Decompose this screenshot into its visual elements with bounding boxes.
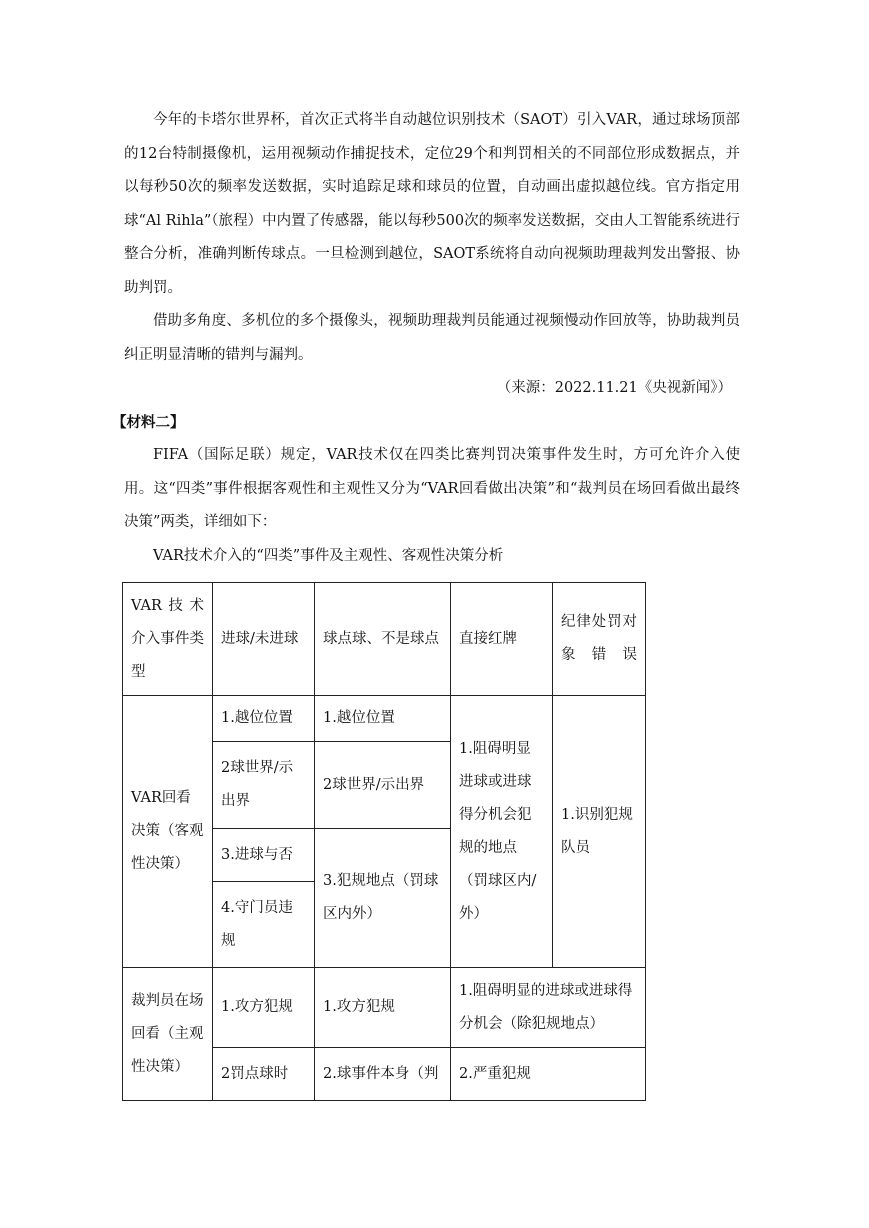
table-caption: VAR技术介入的“四类”事件及主观性、客观性决策分析 — [153, 547, 504, 564]
var-review-label: VAR回看决策（客观性决策） — [123, 696, 213, 968]
table-cell: 1.阻碍明显的进球或进球得分机会（除犯规地点） — [451, 968, 646, 1048]
source-citation: （来源：2022.11.21《央视新闻》） — [496, 380, 732, 396]
var-review-misidentity: 1.识别犯规队员 — [553, 696, 646, 968]
table-cell: 1.越位位置 — [213, 696, 315, 742]
on-field-review-label: 裁判员在场回看（主观性决策） — [123, 968, 213, 1101]
table-cell: 3.犯规地点（罚球区内外） — [315, 829, 451, 968]
table-cell: 2球世界/示出界 — [213, 742, 315, 829]
table-cell: 1.攻方犯规 — [315, 968, 451, 1048]
table-cell: 1.攻方犯规 — [213, 968, 315, 1048]
table-cell: 1.越位位置 — [315, 696, 451, 742]
table-cell: 4.守门员违规 — [213, 882, 315, 968]
header-red-card: 直接红牌 — [451, 583, 553, 696]
material-two-paragraph-1: FIFA（国际足联）规定，VAR技术仅在四类比赛判罚决策事件发生时，方可允许介入使用。这“四类”事件根据客观性和主观性又分为“VAR回看做出决策”和“裁判员在场回看做出最终决策”两类，详细如下： — [124, 447, 740, 530]
table-row — [123, 696, 646, 742]
table-cell: 2球世界/示出界 — [315, 742, 451, 829]
table-cell: 3.进球与否 — [213, 829, 315, 882]
header-event-type: VAR技术介入事件类型 — [123, 583, 213, 696]
table-cell: 2.严重犯规 — [451, 1048, 646, 1101]
table-header-row — [123, 583, 646, 696]
material-two-heading: 【材料二】 — [112, 413, 185, 431]
material-one-paragraph-1: 今年的卡塔尔世界杯，首次正式将半自动越位识别技术（SAOT）引入VAR，通过球场顶部的12台特制摄像机，运用视频动作捕捉技术，定位29个和判罚相关的不同部位形成数据点，并以每秒50次的频率发送数据，实时追踪足球和球员的位置，自动画出虚拟越位线。官方指定用球“Al Rihla”（旅程）中内置了传感器，能以每秒500次的频率发送数据，交由人工智能系统进行整合分析，准确判断传球点。一旦检测到越位，SAOT系统将自动向视频助理裁判发出警报、协助判罚。 — [124, 112, 740, 296]
material-one-paragraph-2: 借助多角度、多机位的多个摄像头，视频助理裁判员能通过视频慢动作回放等，协助裁判员纠正明显清晰的错判与漏判。 — [124, 313, 740, 363]
document-page — [112, 104, 740, 573]
var-review-red-card: 1.阻碍明显进球或进球得分机会犯规的地点（罚球区内/外） — [451, 696, 553, 968]
header-goal: 进球/未进球 — [213, 583, 315, 696]
table-cell: 2罚点球时 — [213, 1048, 315, 1101]
header-misidentity: 纪律处罚对象错误 — [553, 583, 646, 696]
table-row — [123, 968, 646, 1048]
table-cell: 2.球事件本身（判 — [315, 1048, 451, 1101]
var-events-table — [122, 582, 646, 1101]
header-penalty: 球点球、不是球点 — [315, 583, 451, 696]
